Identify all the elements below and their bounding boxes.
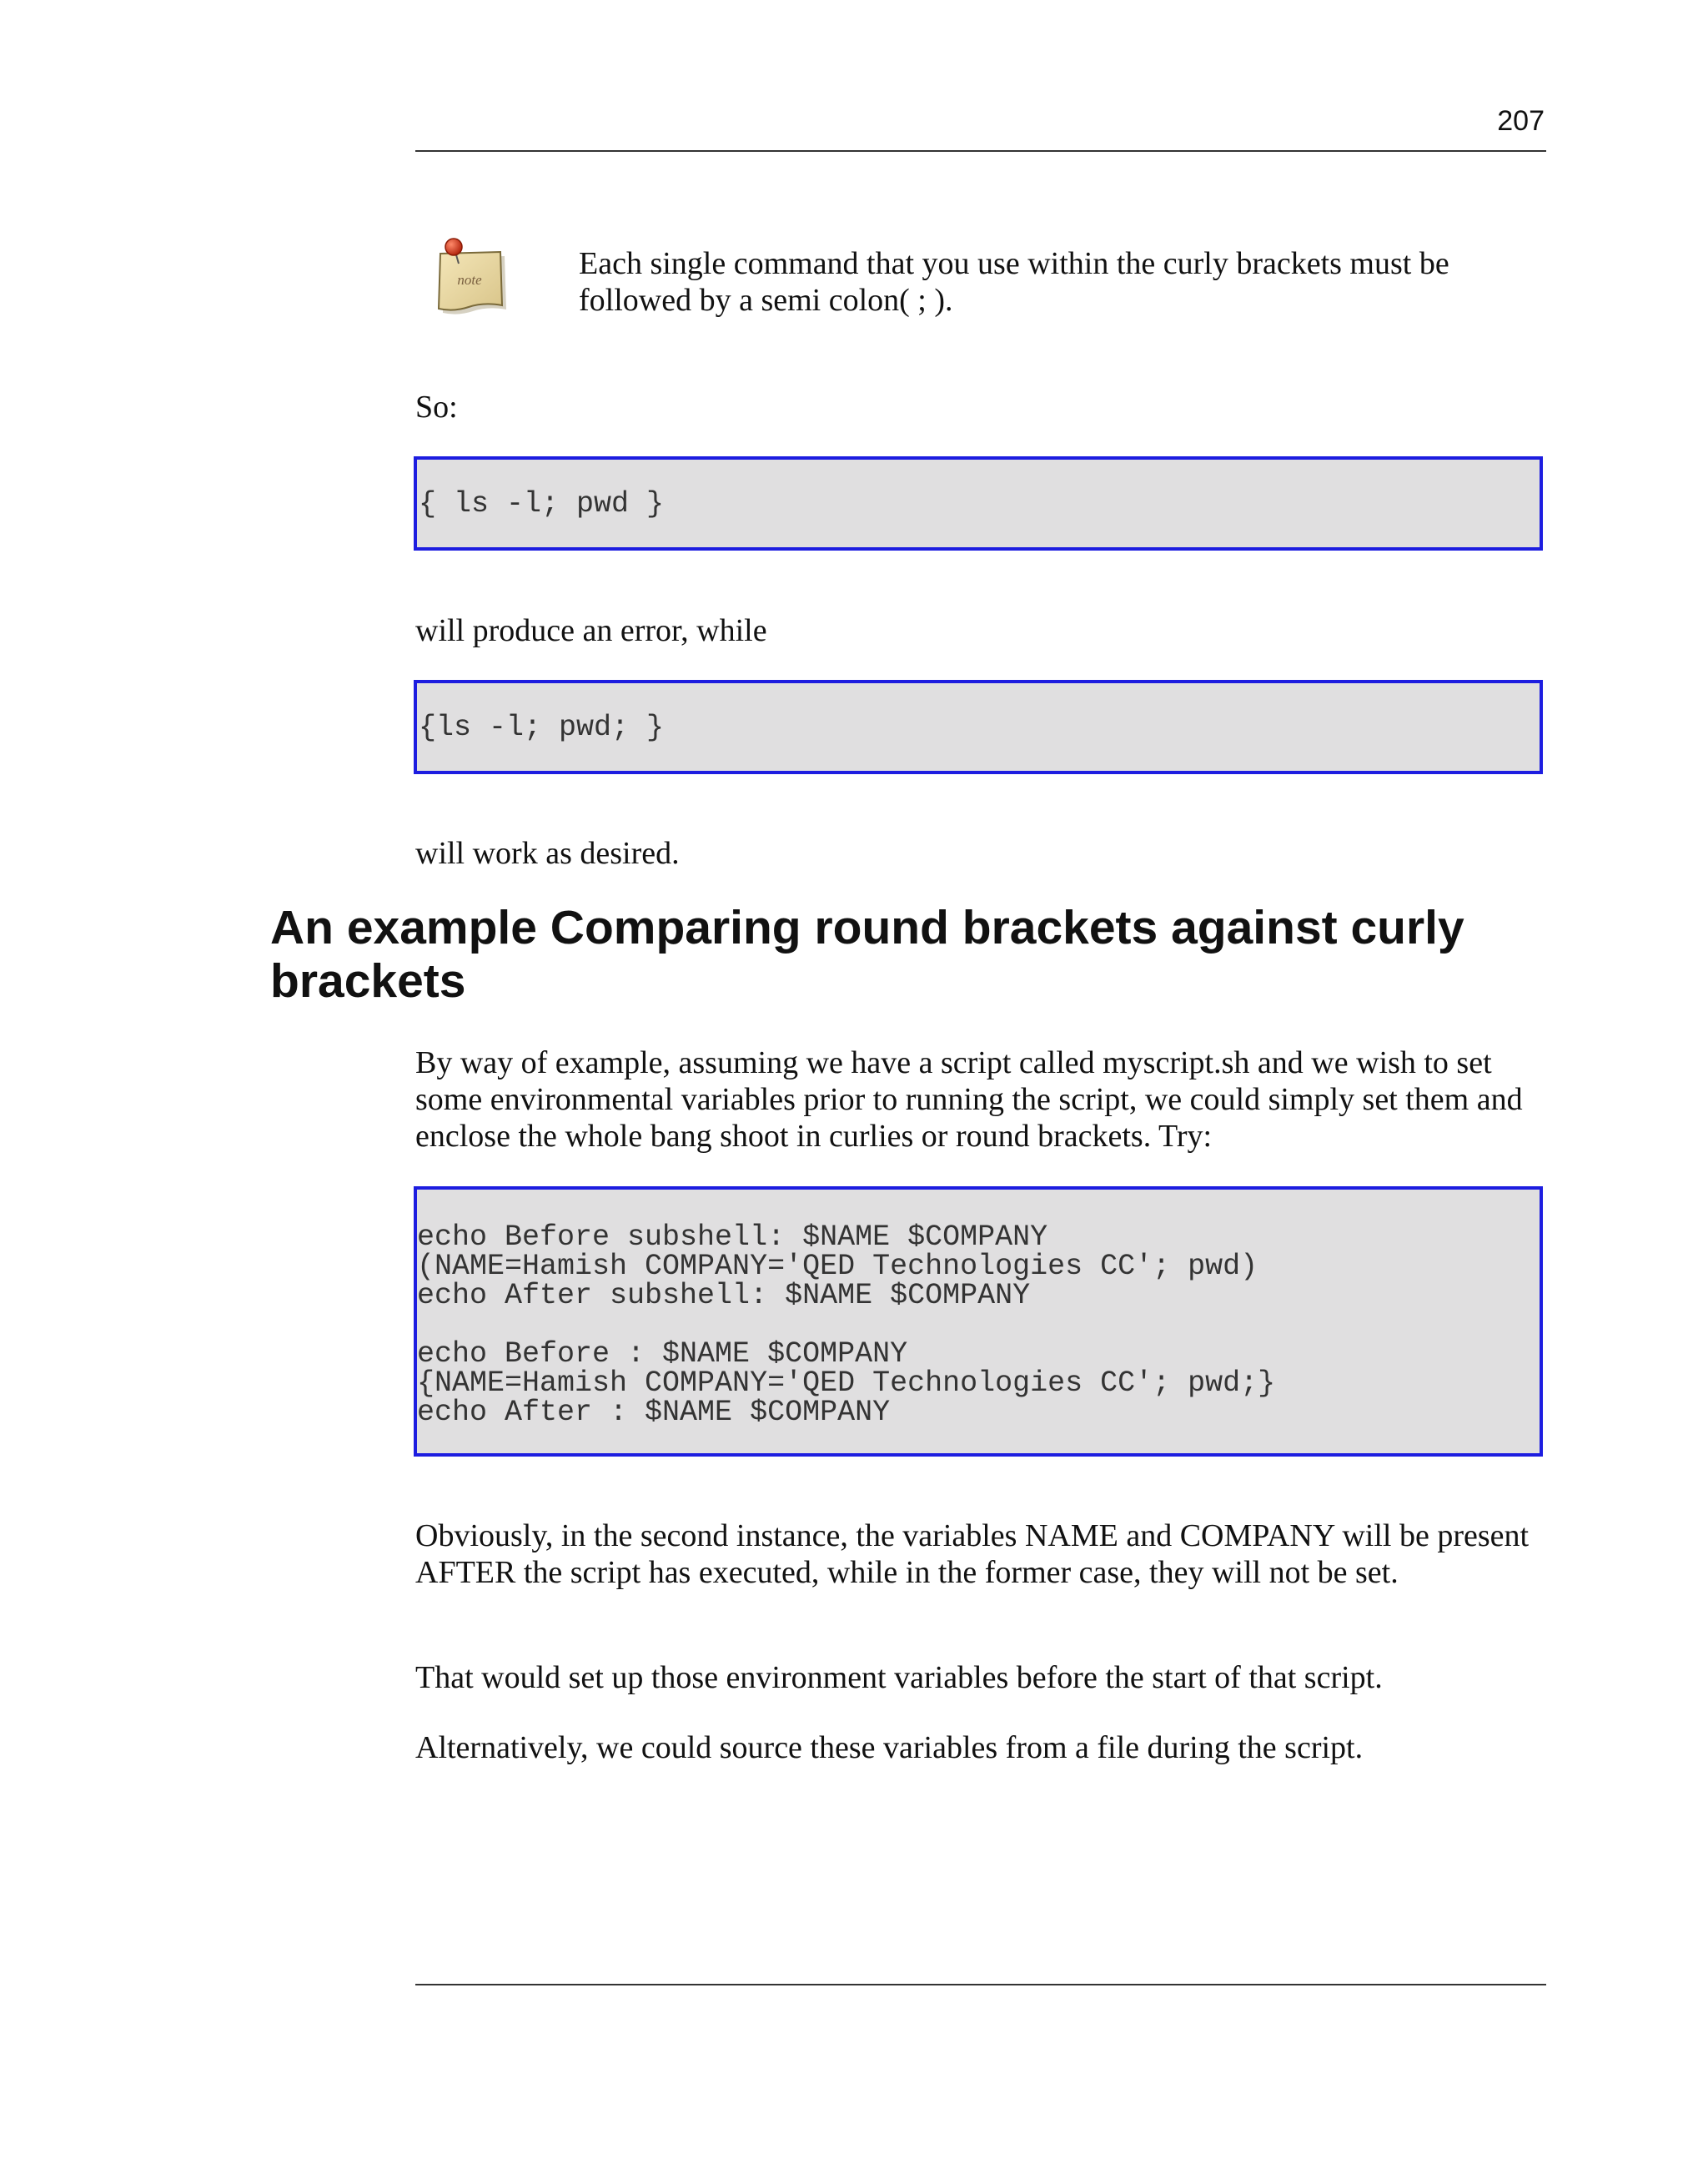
setup-paragraph: That would set up those environment variables before the start of that script. <box>415 1660 1383 1695</box>
code-block-correct: {ls -l; pwd; } <box>414 680 1543 774</box>
page-number: 207 <box>1497 105 1545 137</box>
header-rule <box>415 150 1546 152</box>
alternative-paragraph: Alternatively, we could source these variables from a file during the script. <box>415 1730 1364 1765</box>
note-icon-label: note <box>457 272 482 288</box>
so-text: So: <box>415 390 458 425</box>
code-block-error: { ls -l; pwd } <box>414 456 1543 551</box>
code-block-example: echo Before subshell: $NAME $COMPANY (NAME=Hamish COMPANY='QED Technologies CC'; pwd) echo After subshell: $NAME $COMPANY echo Before : $NAME $COMPANY {NAME=Hamish COMPANY='QED Technologies CC'; pwd;} echo After : $NAME $COMPANY <box>414 1186 1543 1457</box>
note-icon <box>435 237 507 317</box>
explanation-paragraph: Obviously, in the second instance, the variables NAME and COMPANY will be present AFTER the script has executed, while in the former case, they will not be set. <box>415 1518 1530 1590</box>
footer-rule <box>415 1984 1546 1985</box>
works-text: will work as desired. <box>415 836 680 871</box>
error-text: will produce an error, while <box>415 613 767 648</box>
note-box <box>415 225 1546 350</box>
intro-paragraph: By way of example, assuming we have a script called myscript.sh and we wish to set some environmental variables prior to running the script, we could simply set them and enclose the whole bang shoot in curlies or round brackets. Try: <box>415 1045 1523 1154</box>
section-heading: An example Comparing round brackets against curly brackets <box>270 901 1464 1008</box>
note-text: Each single command that you use within the curly brackets must be followed by a semi colon( ; ). <box>579 246 1449 318</box>
